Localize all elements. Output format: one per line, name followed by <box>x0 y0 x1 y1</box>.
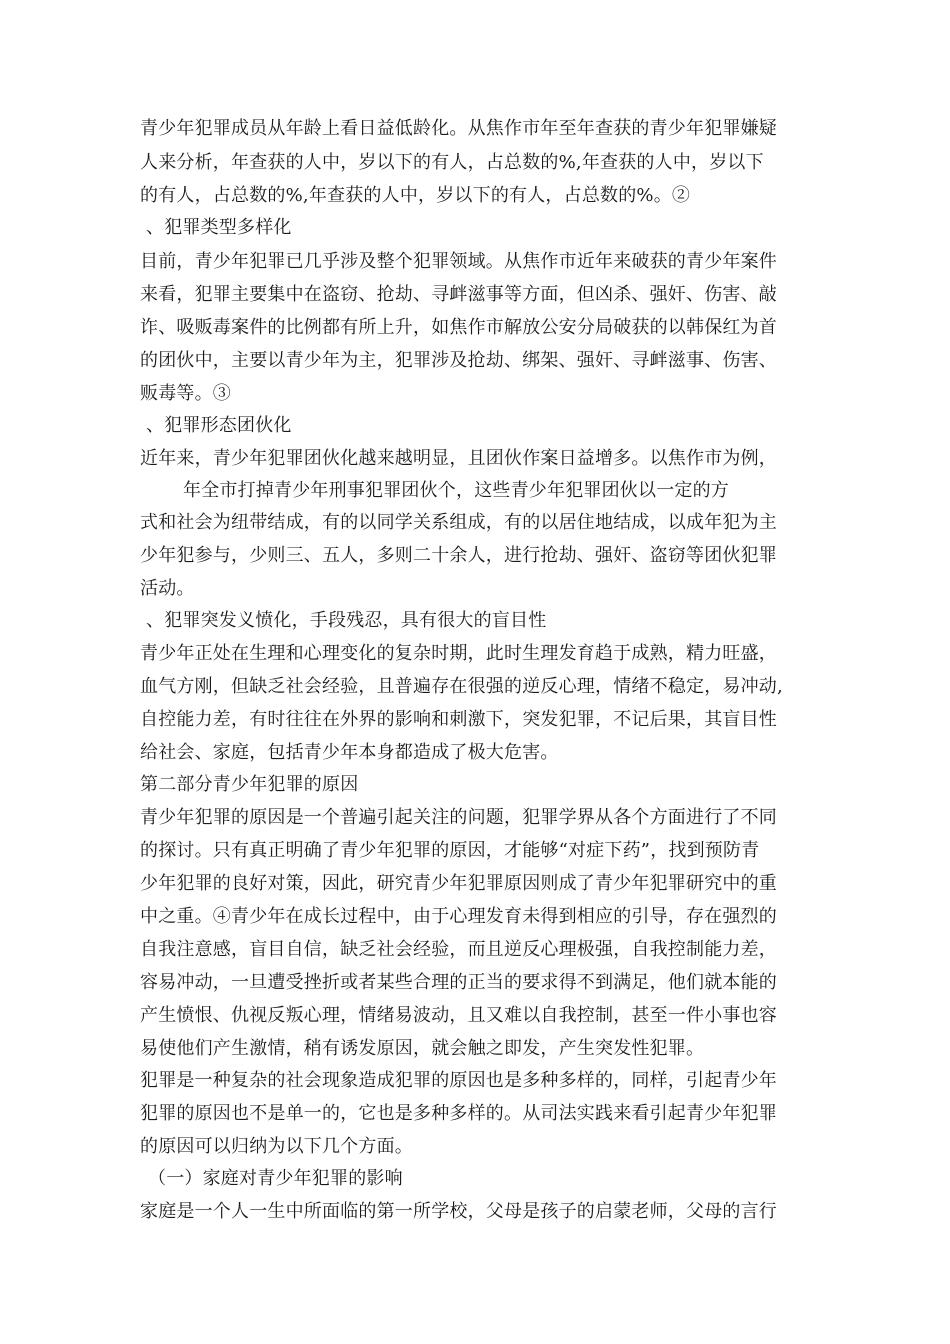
part-heading: 第二部分青少年犯罪的原因 <box>140 774 359 795</box>
text-line: 犯罪是一种复杂的社会现象造成犯罪的原因也是多种多样的，同样，引起青少年 <box>140 1070 777 1091</box>
text-line: 自控能力差，有时往往在外界的影响和刺激下，突发犯罪，不记后果，其盲目性 <box>140 709 777 730</box>
text-line: 目前，青少年犯罪已几乎涉及整个犯罪领域。从焦作市近年来破获的青少年案件 <box>140 251 777 272</box>
text-line: 活动。 <box>140 578 195 599</box>
text-line: 少年犯罪的良好对策，因此，研究青少年犯罪原因则成了青少年犯罪研究中的重 <box>140 873 777 894</box>
text-line: 的团伙中，主要以青少年为主，犯罪涉及抢劫、绑架、强奸、寻衅滋事、伤害、 <box>140 350 777 371</box>
section-heading: 、犯罪形态团伙化 <box>146 415 292 436</box>
text-line: 血气方刚，但缺乏社会经验，且普遍存在很强的逆反心理，情绪不稳定，易冲动, <box>140 676 783 697</box>
text-line: 人来分析，年查获的人中，岁以下的有人，占总数的%,年查获的人中，岁以下 <box>140 152 764 173</box>
text-line: 青少年犯罪的原因是一个普遍引起关注的问题，犯罪学界从各个方面进行了不同 <box>140 807 777 828</box>
text-line: 贩毒等。③ <box>140 383 231 404</box>
text-line: 少年犯参与，少则三、五人，多则二十余人，进行抢劫、强奸、盗窃等团伙犯罪 <box>140 545 777 566</box>
text-line: 的原因可以归纳为以下几个方面。 <box>140 1136 413 1157</box>
text-line: 年全市打掉青少年刑事犯罪团伙个，这些青少年犯罪团伙以一定的方 <box>183 480 729 501</box>
text-line: 易使他们产生激情，稍有诱发原因，就会触之即发，产生突发性犯罪。 <box>140 1038 705 1059</box>
section-heading: 、犯罪突发义愤化，手段残忍，具有很大的盲目性 <box>146 610 547 631</box>
text-line: 的有人，占总数的%,年查获的人中，岁以下的有人，占总数的%。② <box>140 185 691 206</box>
text-line: 容易冲动，一旦遭受挫折或者某些合理的正当的要求得不到满足，他们就本能的 <box>140 972 777 993</box>
text-line: 产生愤恨、仇视反叛心理，情绪易波动，且又难以自我控制，甚至一件小事也容 <box>140 1005 777 1026</box>
text-line: 近年来，青少年犯罪团伙化越来越明显，且团伙作案日益增多。以焦作市为例， <box>140 448 777 469</box>
text-line: 来看，犯罪主要集中在盗窃、抢劫、寻衅滋事等方面，但凶杀、强奸、伤害、敲 <box>140 284 777 305</box>
text-line: 犯罪的原因也不是单一的，它也是多种多样的。从司法实践来看引起青少年犯罪 <box>140 1103 777 1124</box>
subsection-heading: （一）家庭对青少年犯罪的影响 <box>148 1168 403 1189</box>
text-line: 青少年正处在生理和心理变化的复杂时期，此时生理发育趋于成熟，精力旺盛， <box>140 643 777 664</box>
text-line: 给社会、家庭，包括青少年本身都造成了极大危害。 <box>140 742 559 763</box>
text-line: 诈、吸贩毒案件的比例都有所上升，如焦作市解放公安分局破获的以韩保红为首 <box>140 317 777 338</box>
text-line: 式和社会为纽带结成，有的以同学关系组成，有的以居住地结成，以成年犯为主 <box>140 512 777 533</box>
text-line: 中之重。④青少年在成长过程中，由于心理发育未得到相应的引导，存在强烈的 <box>140 906 777 927</box>
text-line: 自我注意感，盲目自信，缺乏社会经验，而且逆反心理极强，自我控制能力差， <box>140 939 777 960</box>
text-line: 家庭是一个人一生中所面临的第一所学校，父母是孩子的启蒙老师，父母的言行 <box>140 1201 777 1222</box>
section-heading: 、犯罪类型多样化 <box>146 217 292 238</box>
text-line: 青少年犯罪成员从年龄上看日益低龄化。从焦作市年至年查获的青少年犯罪嫌疑 <box>140 118 777 139</box>
text-line: 的探讨。只有真正明确了青少年犯罪的原因，才能够“对症下药”，找到预防青 <box>140 840 760 861</box>
